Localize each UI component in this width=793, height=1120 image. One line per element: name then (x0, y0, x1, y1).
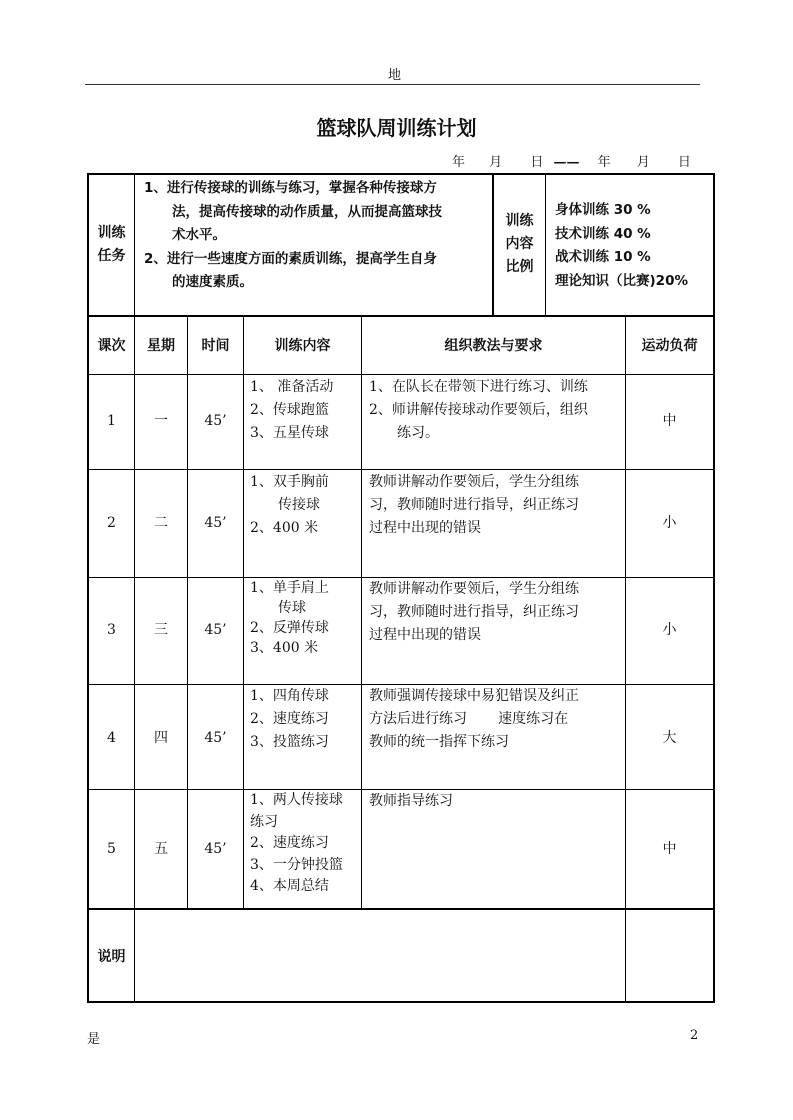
content-line: 3、五星传球 (250, 425, 329, 441)
ratio-label-line: 比例 (505, 259, 534, 275)
ratio-label-line: 训练 (505, 213, 534, 229)
row-load: 中 (662, 841, 677, 857)
content-line: 练习 (250, 813, 278, 830)
method-line: 习，教师随时进行指导，纠正练习 (369, 604, 579, 620)
row-no: 3 (107, 622, 116, 638)
method-line: 练习。 (397, 425, 439, 441)
content-line: 2、速度练习 (250, 711, 329, 727)
row-content (250, 685, 360, 754)
row-time: 45’ (204, 413, 227, 429)
col-header-time: 时间 (201, 338, 230, 354)
row-content (250, 471, 360, 540)
task-line: 术水平。 (172, 227, 226, 243)
method-line: 教师强调传接球中易犯错误及纠正 (369, 688, 579, 704)
content-line: 3、400 米 (250, 640, 319, 656)
date-month-1: 月 (489, 155, 503, 170)
method-line: 2、师讲解传接球动作要领后，组织 (369, 402, 588, 418)
row-day: 二 (154, 515, 168, 531)
date-range (452, 151, 691, 170)
task-description (144, 177, 492, 295)
date-day-1: 日 (530, 155, 544, 170)
method-line: 教师指导练习 (369, 793, 453, 809)
task-line: 的速度素质。 (172, 274, 253, 290)
content-line: 1、四角传球 (250, 688, 329, 704)
row-no: 2 (107, 515, 116, 531)
task-line: 2、进行一些速度方面的素质训练，提高学生自身 (144, 250, 437, 267)
method-line: 过程中出现的错误 (369, 627, 481, 643)
content-line: 1、两人传接球 (250, 792, 343, 808)
row-time: 45’ (204, 841, 227, 857)
row-load: 大 (662, 730, 677, 746)
content-line: 传接球 (278, 497, 320, 513)
method-line: 方法后进行练习 速度练习在 (369, 711, 569, 727)
ratio-label-line: 内容 (505, 236, 534, 252)
content-line: 传球 (278, 600, 306, 616)
footer-left-text: 是 (87, 1032, 101, 1047)
row-time: 45’ (204, 515, 227, 531)
task-line: 法，提高传接球的动作质量，从而提高篮球技 (172, 203, 442, 220)
row-no: 1 (107, 413, 116, 429)
content-line: 1、双手胸前 (250, 474, 329, 490)
col-header-day: 星期 (147, 338, 175, 354)
task-label (89, 222, 134, 268)
date-day-2: 日 (677, 155, 691, 170)
row-load: 小 (662, 622, 677, 638)
task-label-line-2: 任务 (97, 248, 126, 264)
method-line: 习，教师随时进行指导，纠正练习 (369, 497, 579, 513)
ratio-list (555, 199, 713, 293)
row-day: 四 (154, 730, 168, 746)
method-line: 教师讲解动作要领后，学生分组练 (369, 474, 579, 490)
page-title: 篮球队周训练计划 (316, 116, 477, 140)
ratio-item: 战术训练 10 % (555, 249, 651, 265)
row-load: 中 (662, 413, 677, 429)
row-time: 45’ (204, 622, 227, 638)
date-dash: —— (553, 155, 580, 170)
content-line: 2、速度练习 (250, 835, 329, 851)
method-line: 教师的统一指挥下练习 (369, 734, 509, 750)
ratio-item: 技术训练 40 % (555, 225, 651, 242)
row-method (369, 376, 624, 445)
content-line: 4、本周总结 (250, 878, 329, 894)
content-line: 2、反弹传球 (250, 620, 329, 636)
task-label-line-1: 训练 (97, 225, 126, 241)
row-content (250, 578, 360, 658)
row-day: 一 (154, 413, 168, 429)
row-day: 五 (154, 841, 168, 857)
content-line: 3、一分钟投篮 (250, 856, 343, 873)
row-method (369, 471, 624, 540)
method-line: 过程中出现的错误 (369, 520, 481, 536)
method-line: 教师讲解动作要领后，学生分组练 (369, 581, 579, 597)
row-method (369, 790, 624, 813)
row-method (369, 578, 624, 647)
content-line: 1、单手肩上 (250, 580, 329, 596)
row-day: 三 (154, 622, 168, 638)
row-load: 小 (662, 515, 677, 531)
date-year-2: 年 (597, 155, 611, 170)
row-time: 45’ (204, 730, 227, 746)
method-line: 1、在队长在带领下进行练习、训练 (369, 379, 588, 395)
page-number: 2 (690, 1028, 699, 1043)
task-line: 1、进行传接球的训练与练习，掌握各种传接球方 (144, 180, 437, 196)
ratio-label (494, 210, 545, 279)
row-content (250, 790, 360, 898)
row-content (250, 376, 360, 445)
col-header-content: 训练内容 (274, 338, 331, 354)
notes-label: 说明 (97, 949, 126, 965)
date-year-1: 年 (452, 155, 466, 170)
col-header-load: 运动负荷 (641, 338, 698, 354)
content-line: 1、 准备活动 (250, 379, 334, 395)
row-no: 5 (107, 841, 116, 857)
col-header-method: 组织教法与要求 (444, 338, 543, 354)
content-line: 2、400 米 (250, 520, 319, 536)
row-method (369, 685, 624, 754)
content-line: 2、传球跑篮 (250, 402, 329, 418)
header-rule (85, 84, 700, 85)
content-line: 3、投篮练习 (250, 734, 329, 750)
date-month-2: 月 (636, 155, 650, 170)
ratio-item: 理论知识（比赛)20% (555, 272, 688, 289)
col-header-no: 课次 (97, 338, 126, 354)
ratio-item: 身体训练 30 % (555, 202, 651, 218)
row-no: 4 (107, 730, 116, 746)
page-header: 地 (388, 68, 402, 83)
